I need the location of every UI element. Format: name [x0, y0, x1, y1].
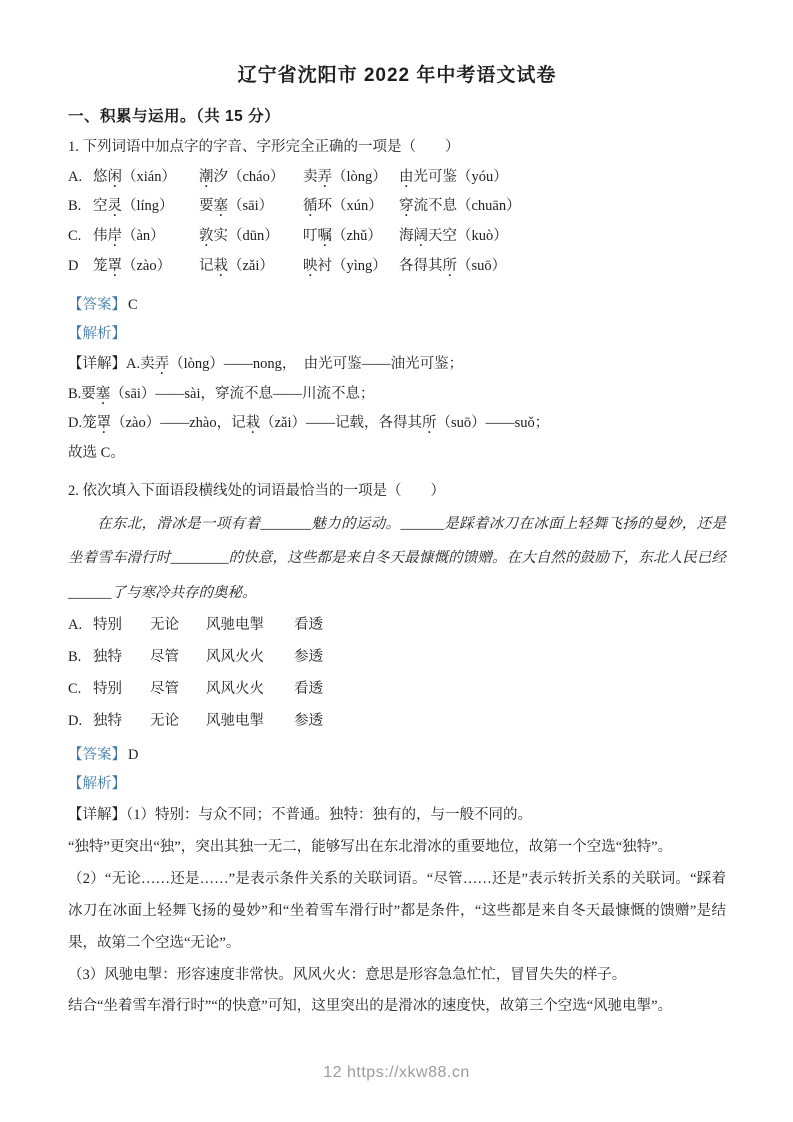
option-word: 风驰电掣	[206, 712, 264, 729]
q1-conclusion: 故选 C。	[68, 445, 125, 462]
option-word: 风驰电掣	[206, 617, 264, 634]
q1-answer-line	[68, 291, 726, 321]
q1-option-row-a	[68, 163, 726, 193]
q2-detail-paragraph: （2）“无论……还是……”是表示条件关系的关联词语。“尽管……还是”表示转折关系的关联词。“踩着冰刀在冰面上轻舞飞扬的曼妙”和“坐着雪车滑行时”都是条件，“这些都是来自冬天最慷慨的馈赠”是结果，故第二个空选“无论”。	[68, 870, 726, 951]
q1-option-row-c	[68, 222, 726, 252]
option-label: B.	[68, 198, 82, 215]
answer-value: C	[128, 296, 138, 313]
q2-analysis-line	[68, 770, 726, 800]
option-word: 伟岸（àn）	[93, 228, 165, 245]
option-word: 空灵（líng）	[93, 198, 174, 215]
q1-option-row-b	[68, 192, 726, 222]
option-word: 看透	[294, 617, 323, 634]
doc-title: 辽宁省沈阳市 2022 年中考语文试卷	[237, 65, 557, 86]
option-word: 穿流不息（chuān）	[399, 198, 521, 215]
q2-detail-paragraph: “独特”更突出“独”，突出其独一无二，能够写出在东北滑冰的重要地位，故第一个空选“独特”。	[68, 839, 673, 856]
option-word: 尽管	[150, 649, 179, 666]
q2-answer-line	[68, 741, 726, 771]
answer-label: 【答案】	[68, 746, 126, 763]
option-word: 要塞（sāi）	[199, 198, 274, 215]
option-label: A.	[68, 168, 83, 185]
analysis-label: 【解析】	[68, 776, 126, 793]
option-word: 由光可鉴（yóu）	[399, 168, 508, 185]
option-label: C.	[68, 228, 82, 245]
option-label: C.	[68, 680, 82, 697]
option-word: 笼罩（zào）	[93, 257, 172, 274]
answer-label: 【答案】	[68, 296, 126, 313]
option-word: 卖弄（lòng）	[303, 168, 387, 185]
option-word: 风风火火	[206, 649, 264, 666]
q1-detail-paragraph: 【详解】A.卖弄（lòng）——nong， 由光可鉴——油光可鉴；	[68, 356, 464, 373]
option-word: 无论	[150, 617, 179, 634]
option-word: 看透	[294, 680, 323, 697]
analysis-label: 【解析】	[68, 326, 126, 343]
option-word: 叮嘱（zhǔ）	[303, 228, 382, 245]
option-word: 循环（xún）	[303, 198, 383, 215]
option-word: 参透	[294, 712, 323, 729]
option-word: 独特	[93, 649, 122, 666]
q1-stem: 1. 下列词语中加点字的字音、字形完全正确的一项是（ ）	[68, 139, 460, 155]
q1-detail-paragraph: B.要塞（sāi）——sài，穿流不息——川流不息；	[68, 385, 375, 402]
option-label: A.	[68, 617, 83, 634]
option-word: 海阔天空（kuò）	[399, 228, 508, 245]
option-label: B.	[68, 649, 82, 666]
q2-option-row-c	[68, 674, 726, 706]
option-word: 独特	[93, 712, 122, 729]
q2-passage: 在东北，滑冰是一项有着_______魅力的运动。______是踩着冰刀在冰面上轻舞飞扬的曼妙，还是坐着雪车滑行时________的快意，这些都是来自冬天最慷慨的馈赠。在大自然的鼓励下，东北人民已经______了与寒冷共存的奥秘。	[68, 515, 726, 601]
option-word: 特别	[93, 617, 122, 634]
q2-option-row-d	[68, 706, 726, 738]
option-label: D	[68, 257, 79, 274]
q2-detail-paragraph: 结合“坐着雪车滑行时”“的快意”可知，这里突出的是滑冰的速度快，故第三个空选“风驰电掣”。	[68, 998, 673, 1015]
answer-value: D	[128, 746, 139, 763]
option-word: 特别	[93, 680, 122, 697]
option-word: 映衬（yìng）	[303, 257, 387, 274]
option-word: 潮汐（cháo）	[199, 168, 285, 185]
option-word: 敦实（dūn）	[199, 228, 279, 245]
q2-option-row-a	[68, 610, 726, 642]
option-word: 风风火火	[206, 680, 264, 697]
q2-detail-paragraph: 【详解】（1）特别：与众不同；不普通。独特：独有的，与一般不同的。	[68, 807, 532, 824]
option-word: 无论	[150, 712, 179, 729]
q2-option-row-b	[68, 642, 726, 674]
option-word: 各得其所（suō）	[399, 257, 507, 274]
q1-option-row-d	[68, 252, 726, 282]
q2-detail-paragraph: （3）风驰电掣：形容速度非常快。风风火火：意思是形容急急忙忙，冒冒失失的样子。	[68, 966, 627, 983]
section-heading: 一、积累与运用。（共 15 分）	[68, 108, 281, 125]
option-word: 参透	[294, 649, 323, 666]
option-word: 悠闲（xián）	[93, 168, 176, 185]
q1-detail-paragraph: D.笼罩（zào）——zhào，记栽（zǎi）——记载，各得其所（suō）——suǒ；	[68, 415, 550, 432]
option-word: 记栽（zǎi）	[199, 257, 274, 274]
q2-stem: 2. 依次填入下面语段横线处的词语最恰当的一项是（ ）	[68, 482, 445, 499]
footer-watermark: 12 https://xkw88.cn	[323, 1064, 470, 1081]
option-label: D.	[68, 712, 83, 729]
q1-analysis-line	[68, 320, 726, 350]
option-word: 尽管	[150, 680, 179, 697]
